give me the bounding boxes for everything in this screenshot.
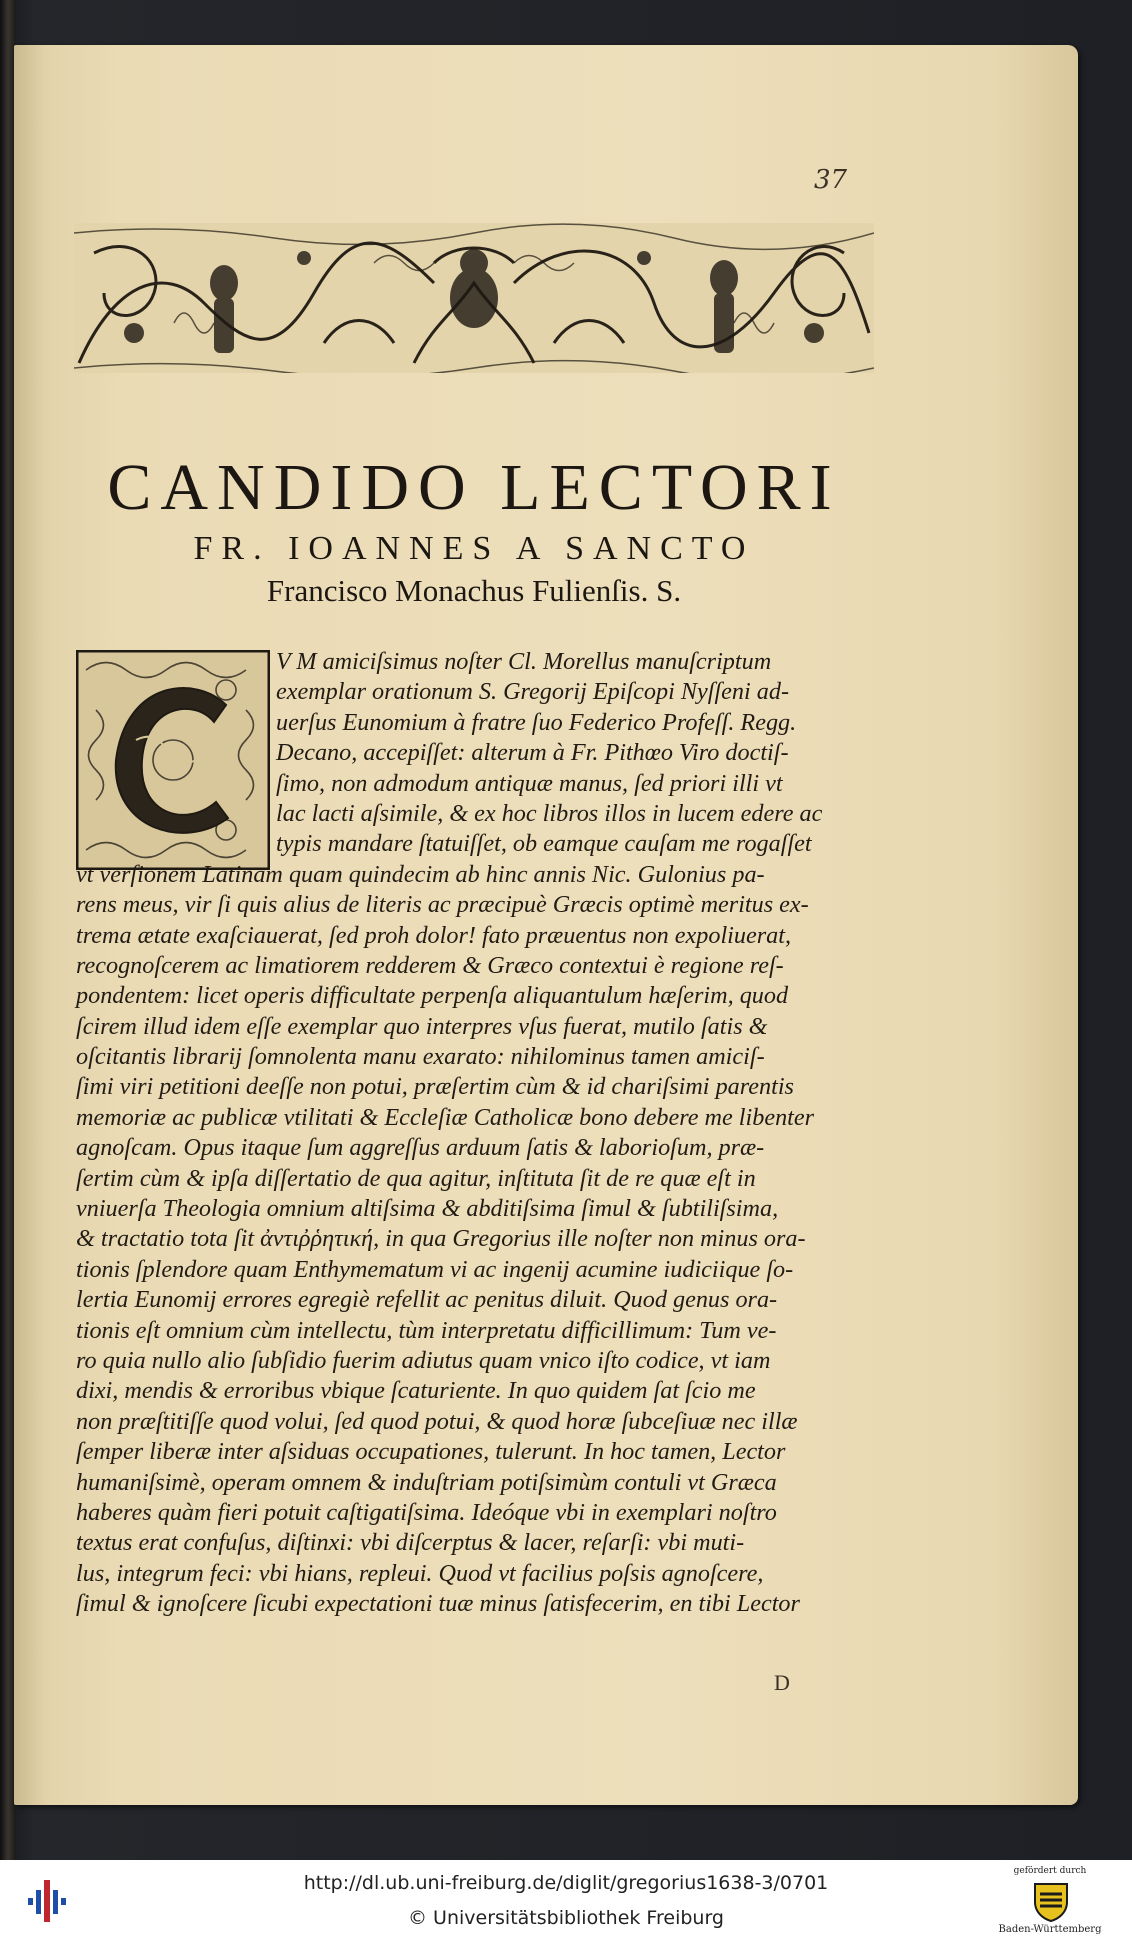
text-line: oſcitantis librarij ſomnolenta manu exarato: nihilominus tamen amiciſ- [76,1043,765,1071]
funder-name: Baden-Württemberg [998,1924,1102,1935]
text-line: ſemper liberæ inter aſsiduas occupationes, tulerunt. In hoc tamen, Lector [76,1438,786,1466]
text-line: V M amiciſsimus noſter Cl. Morellus manuſcriptum [276,648,772,675]
text-line: trema ætate exaſciauerat, ſed proh dolor! fato præuentus non expoliuerat, [76,921,792,949]
text-line: dixi, mendis & erroribus vbique ſcaturiente. In quo quidem ſat ſcio me [76,1377,756,1405]
text-line: uerſus Eunomium à fratre ſuo Federico Profeſſ. Regg. [276,708,797,736]
text-line: lus, integrum feci: vbi hians, repleui. Quod vt facilius poſsis agnoſcere, [76,1559,764,1587]
funder-badge[interactable] [990,1864,1110,1938]
text-line: ſimi viri petitioni deeſſe non potui, præſertim cùm & id chariſsimi parentis [76,1073,794,1101]
text-line: ſimo, non admodum antiquæ manus, ſed priori illi vt [276,769,783,797]
text-line: haberes quàm fieri potuit caſtigatiſsima. Ideóque vbi in exemplari noſtro [76,1498,777,1526]
viewer-footer [0,1860,1132,1941]
page-content [14,45,1078,1805]
text-line: tionis eſt omnium cùm intellectu, tùm interpretatu difficillimum: Tum ve- [76,1316,777,1344]
text-line: & tractatio tota ſit ἀντιῤῥητική, in qua Gregorius ille noſter non minus ora- [76,1225,806,1253]
signature-mark: D [774,1670,790,1695]
text-line: typis mandare ſtatuiſſet, ob eamque cauſam me rogaſſet [276,830,812,858]
text-line: humaniſsimè, operam omnem & induſtriam potiſsimùm contuli vt Græca [76,1468,777,1496]
text-line: lac lacti aſsimile, & ex hoc libros illos in lucem edere ac [276,799,823,827]
text-line: ſcirem illud idem eſſe exemplar quo interpres vſus fuerat, mutilo ſatis & [76,1012,768,1040]
book-page [14,45,1078,1805]
title-subtitle-author: FR. IOANNES A SANCTO [193,530,755,567]
title-subtitle-order: Francisco Monachus Fulienſis. S. [266,573,682,608]
text-line: vt verſionem Latinam quam quindecim ab hinc annis Nic. Gulonius pa- [76,860,765,888]
ornamental-headpiece [74,223,874,373]
text-line: exemplar orationum S. Gregorij Epiſcopi Nyſſeni ad- [276,678,790,706]
text-line: ſimul & ignoſcere ſicubi expectationi tuæ minus ſatisfecerim, en tibi Lector [76,1590,800,1618]
text-line: non præſtitiſſe quod volui, ſed quod potui, & quod horæ ſubceſiuæ nec illæ [76,1407,798,1435]
text-line: rens meus, vir ſi quis alius de literis ac præcipuè Græcis optimè meritus ex- [76,891,809,919]
page-number: 37 [814,165,848,195]
text-line: tionis ſplendore quam Enthymematum vi ac ingenij acumine iudiciique ſo- [76,1255,794,1283]
text-line: lertia Eunomij errores egregiè refellit ac penitus diluit. Quod genus ora- [76,1286,778,1314]
text-line: ro quia nullo alio ſubſidio fuerim adiutus quam vnico iſto codice, vt iam [76,1346,771,1374]
text-line: ſertim cùm & ipſa diſſertatio de qua agitur, inſtituta ſit de re quæ eſt in [76,1164,756,1192]
text-line: recognoſcerem ac limatiorem redderem & Græco contextui è regione reſ- [76,951,784,979]
text-line: textus erat confuſus, diſtinxi: vbi diſcerptus & lacer, reſarſi: vbi muti- [76,1529,745,1557]
text-line: agnoſcam. Opus itaque ſum aggreſſus arduum ſatis & laborioſum, præ- [76,1134,765,1162]
preface-body-text [76,647,856,1620]
text-line: Decano, accepiſſet: alterum à Fr. Pithœo Viro doctiſ- [276,739,789,767]
baden-wuerttemberg-seal-icon [1032,1880,1070,1922]
text-line: memoriæ ac publicæ vtilitati & Eccleſiæ Catholicæ bono debere me libenter [76,1103,815,1131]
funder-caption: gefördert durch [1013,1866,1087,1876]
permalink-url[interactable]: http://dl.ub.uni-freiburg.de/diglit/gregorius1638-3/0701 [303,1872,829,1894]
text-line: pondentem: licet operis difficultate perpenſa aliquantulum hæſerim, quod [76,982,789,1010]
copyright-notice: © Universitätsbibliothek Freiburg [408,1907,724,1929]
text-line: vniuerſa Theologia omnium altiſsima & abditiſsima ſimul & ſubtiliſsima, [76,1195,779,1223]
page-title: CANDIDO LECTORI [107,451,841,524]
